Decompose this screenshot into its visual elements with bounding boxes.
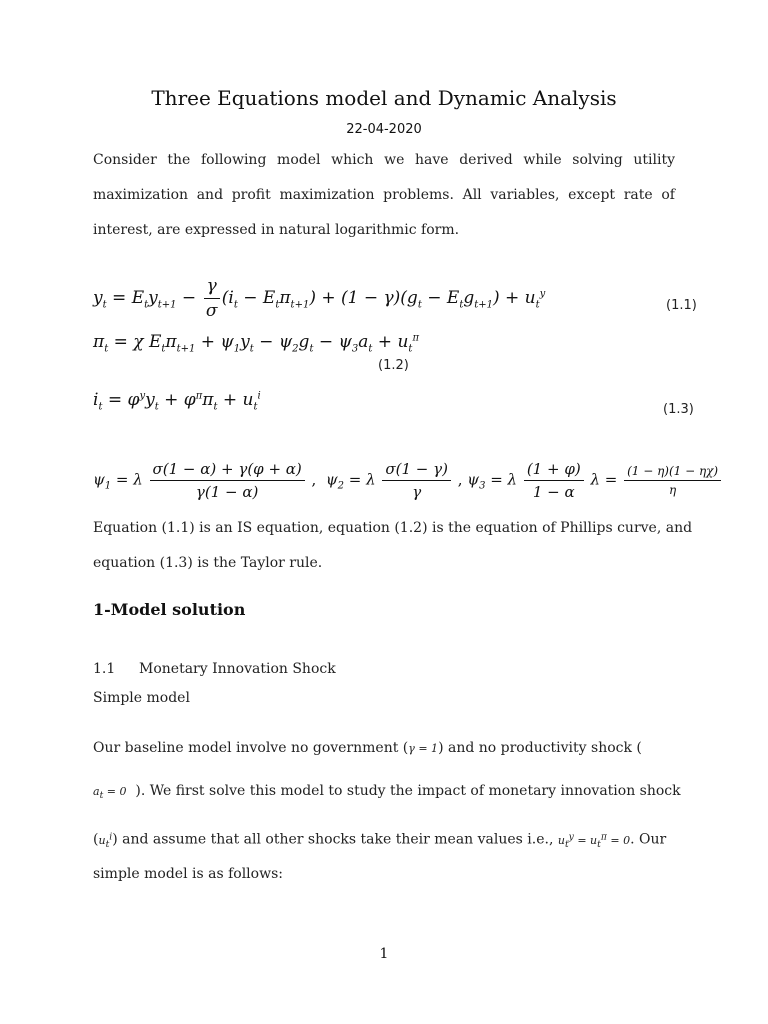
- baseline-line-1: Our baseline model involve no government (γ = 1) and no productivity shock (: [93, 740, 642, 756]
- baseline-line-3: $(u_t^i)$ and assume that all other shocks take their mean values i.e., $u_t^y = u_t^\pi = 0$. Our: [93, 831, 667, 850]
- equation-number: (1.3): [663, 402, 694, 417]
- intro-paragraph: Consider the following model which we have derived while solving utility maximization and profit maximization problems. All variables, except rate of interest, are expressed in natural logarithmic form.: [93, 152, 675, 238]
- equation-number: (1.2): [378, 358, 409, 373]
- separator: ,: [457, 470, 463, 489]
- a-t-equals-zero-math: $a_t = 0$: [93, 785, 127, 802]
- subsection-number: 1.1: [93, 661, 116, 677]
- equation-explanation-line-2: equation (1.3) is the Taylor rule.: [93, 555, 323, 571]
- shock-mean-values-math: $u_t^y = u_t^\pi = 0$: [557, 831, 631, 850]
- baseline-line-4: simple model is as follows:: [93, 866, 283, 882]
- simple-model-label: Simple model: [93, 690, 190, 706]
- equation-number: (1.1): [666, 298, 697, 313]
- separator: ,: [311, 470, 317, 489]
- equation-taylor-rule: $i_t = \varphi^yy_t + \varphi^\pi\pi_t + u_t^i$: [93, 390, 261, 413]
- u-i-shock-math: $u_t^i$: [98, 831, 113, 850]
- subsection-heading: [93, 661, 336, 677]
- section-heading: 1-Model solution: [93, 600, 246, 619]
- page-number: 1: [379, 946, 389, 962]
- baseline-line-2: $a_t = 0$ ). We first solve this model to study the impact of monetary innovation shock: [93, 783, 681, 802]
- equation-phillips-curve: $\pi_t = \chi$ $E_t\pi_{t+1} + \psi_1y_t - \psi_2g_t - \psi_3a_t + u_t^\pi$: [93, 332, 420, 355]
- document-date: 22-04-2020: [346, 122, 422, 137]
- equation-explanation-line-1: Equation (1.1) is an IS equation, equation (1.2) is the equation of Phillips curve, and: [93, 520, 693, 536]
- parameter-definitions: $\psi_1 = \lambda$ $\frac{\sigma(1 - \alpha) + \gamma(\varphi + \alpha)}{\gamma(1 - \alpha)}$ , $\psi_2 = \lambda$ $\frac{\sigma(1 - \gamma)}{\gamma}$ , $\psi_3 = \lambda$ $\frac{(1 + \varphi)}{1 - \alpha}$ λ = $\frac{(1 - \eta)(1 - \eta\chi)}{\eta}$: [93, 460, 723, 501]
- subsection-title: Monetary Innovation Shock: [139, 661, 336, 677]
- gamma-equals-one-math: γ = 1: [408, 742, 439, 755]
- equation-is-curve: $y_t = E_ty_{t+1}$ − $\frac{\gamma}{\sigma}$ $(i_t - E_t\pi_{t+1}) + (1 - \gamma)(g_t - E_tg_{t+1}) + u_t^y$: [93, 276, 546, 321]
- document-title: Three Equations model and Dynamic Analysis: [151, 86, 617, 110]
